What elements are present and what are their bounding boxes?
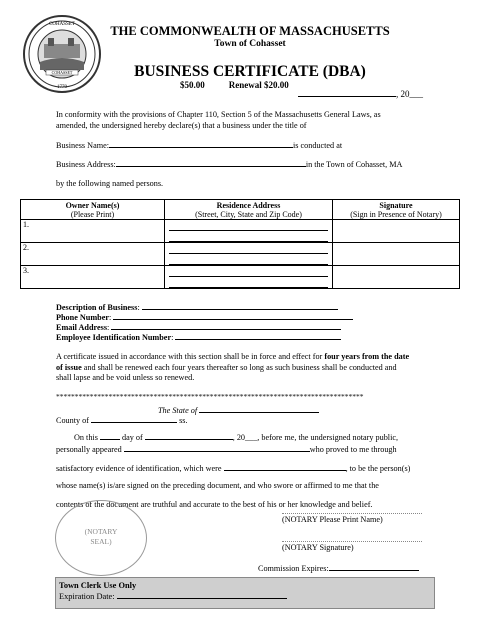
certificate-paragraph: A certificate issued in accordance with this section shall be in force and effect for four years from the date of issue and shall be renewed each four years thereafter so long as such business shall be conducted and shall lapse and be void unless so renewed. — [56, 352, 410, 382]
business-name-suffix: is conducted at — [293, 141, 343, 150]
owner-name-cell[interactable]: 3. — [21, 266, 165, 289]
personally-row: personally appeared who proved to me through — [56, 445, 397, 454]
notary-print-name-label: (NOTARY Please Print Name) — [282, 515, 383, 524]
renewal-fee: Renewal $20.00 — [228, 80, 289, 90]
state-row: The State of — [158, 404, 319, 417]
email-input[interactable] — [111, 322, 341, 330]
residence-address-cell[interactable] — [165, 220, 333, 243]
commission-input[interactable] — [329, 562, 419, 571]
residence-address-cell[interactable] — [165, 266, 333, 289]
town-heading: Town of Cohasset — [214, 39, 286, 49]
date-field[interactable] — [298, 88, 423, 99]
satisfactory-row: satisfactory evidence of identification, which were , to be the person(s) — [56, 464, 411, 473]
notary-signature-line[interactable] — [282, 541, 422, 542]
signature-header: Signature (Sign in Presence of Notary) — [333, 200, 460, 220]
fee-amount: $50.00 — [180, 80, 205, 90]
intro-line-2: amended, the undersigned hereby declare(s) that a business under the title of — [56, 120, 307, 130]
commonwealth-heading: THE COMMONWEALTH OF MASSACHUSETTS — [110, 24, 390, 38]
expiration-input[interactable] — [117, 590, 287, 599]
appeared-input[interactable] — [124, 443, 310, 452]
fees — [180, 80, 289, 90]
residence-address-header: Residence Address (Street, City, State and Zip Code) — [165, 200, 333, 220]
signature-cell[interactable] — [333, 266, 460, 289]
business-name-label: Business Name: — [56, 141, 109, 150]
month-input[interactable] — [145, 431, 233, 440]
intro-paragraph — [56, 110, 381, 131]
identification-input[interactable] — [224, 462, 346, 471]
notary-print-name-line[interactable] — [282, 513, 422, 514]
persons-text: by the following named persons. — [56, 179, 164, 188]
county-row: County of ss. — [56, 416, 188, 425]
day-input[interactable] — [100, 431, 120, 440]
seal-bottom-text: 1770 — [57, 85, 67, 90]
state-input[interactable] — [199, 404, 319, 413]
owner-name-cell[interactable]: 2. — [21, 243, 165, 266]
email-label: Email Address — [56, 323, 108, 332]
residence-address-cell[interactable] — [165, 243, 333, 266]
business-details: Description of Business: Phone Number: Email Address: Employee Identification Number: — [56, 302, 353, 342]
intro-line-1: In conformity with the provisions of Chapter 110, Section 5 of the Massachusetts General Laws, as — [56, 110, 381, 119]
commission-row: Commission Expires: — [258, 562, 419, 575]
page-title: BUSINESS CERTIFICATE (DBA) — [134, 63, 366, 80]
owner-name-header: Owner Name(s) (Please Print) — [21, 200, 165, 220]
seal-top-text: COHASSET — [49, 22, 75, 27]
expiration-label: Expiration Date: — [59, 592, 115, 601]
phone-input[interactable] — [113, 312, 353, 320]
table-row — [21, 220, 460, 243]
signature-cell[interactable] — [333, 220, 460, 243]
owners-table — [20, 199, 460, 289]
contents-row: contents of the document are truthful and accurate to the best of his or her knowledge and belief. — [56, 500, 373, 509]
table-row — [21, 243, 460, 266]
business-address-row — [56, 158, 402, 171]
whose-row: whose name(s) is/are signed on the preceding document, and who swore or affirmed to me that the — [56, 481, 379, 490]
ein-label: Employee Identification Number — [56, 333, 172, 342]
seal-center-text: COHASSET — [51, 70, 73, 75]
description-label: Description of Business — [56, 303, 138, 312]
description-input[interactable] — [142, 302, 338, 310]
date-year-suffix: , 20___ — [396, 89, 423, 99]
owner-name-cell[interactable]: 1. — [21, 220, 165, 243]
business-name-row — [56, 139, 342, 152]
ein-input[interactable] — [175, 332, 341, 340]
notary-signature-label: (NOTARY Signature) — [282, 543, 354, 552]
town-clerk-title: Town Clerk Use Only — [59, 581, 137, 590]
town-clerk-box — [55, 577, 435, 609]
divider-stars: ********************************************************************************** — [56, 392, 364, 401]
business-name-input[interactable] — [109, 139, 293, 148]
business-address-input[interactable] — [116, 158, 306, 167]
business-address-label: Business Address: — [56, 160, 116, 169]
on-this-row: On this day of , 20___, before me, the undersigned notary public, — [74, 433, 399, 442]
notary-seal: (NOTARY SEAL) — [55, 500, 147, 576]
county-input[interactable] — [91, 414, 177, 423]
business-address-suffix: in the Town of Cohasset, MA — [305, 160, 403, 169]
phone-label: Phone Number — [56, 313, 109, 322]
table-row — [21, 266, 460, 289]
signature-cell[interactable] — [333, 243, 460, 266]
